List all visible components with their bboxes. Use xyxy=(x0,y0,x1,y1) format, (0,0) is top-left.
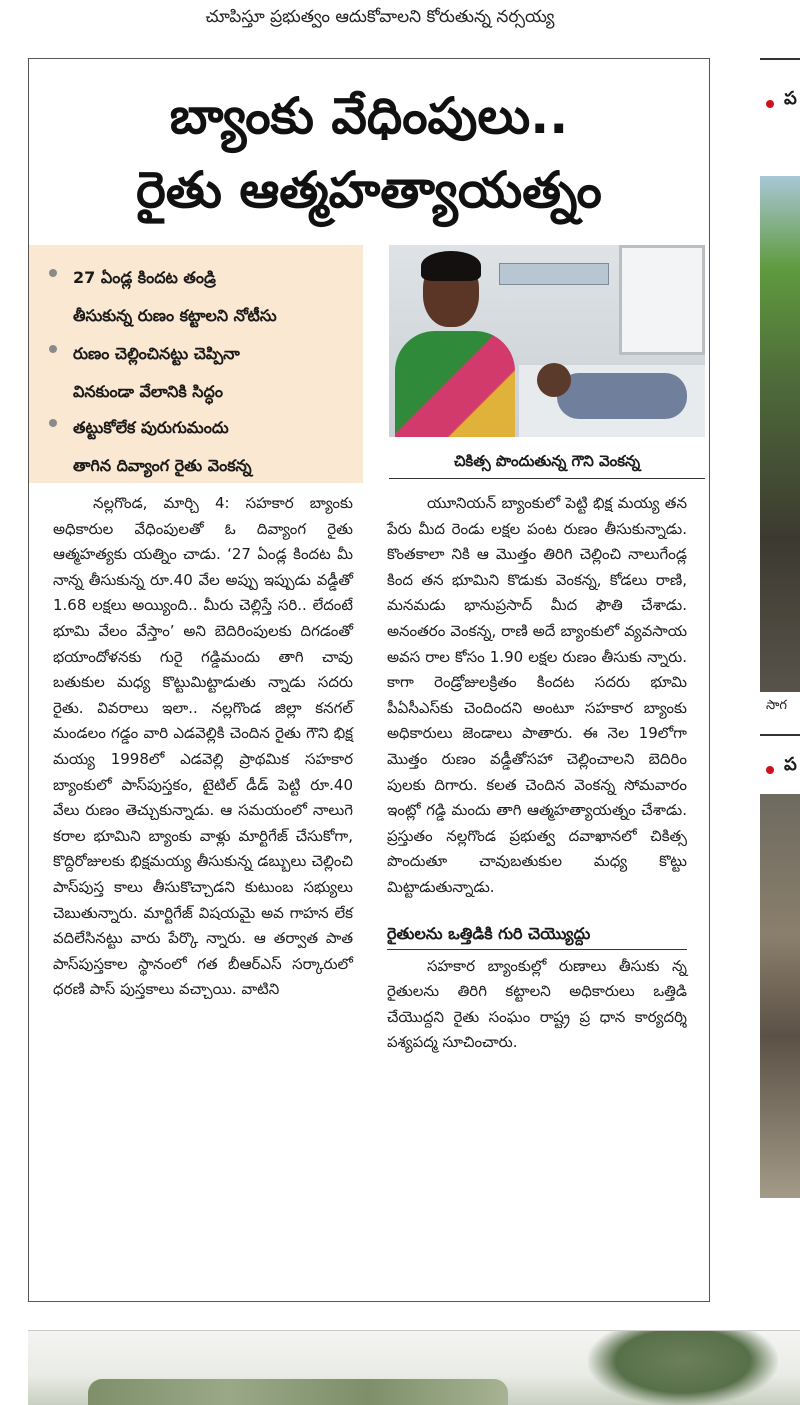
body-paragraph: నల్లగొండ, మార్చి 4: సహకార బ్యాంకు అధికారుల వేధింపులతో ఓ దివ్యాంగ రైతు ఆత్మహత్యకు యత్నిం చాడు. ‘27 ఏండ్ల కిందట మీ నాన్న తీసుకున్న రూ.40 వేల అప్పు ఇప్పుడు వడ్డీతో 1.68 లక్షలు అయ్యింది.. మీరు చెల్లిస్తే సరి.. లేదంటే భూమి వేలం వేస్తాం’ అని బెదిరింపులకు దిగడంతో భయాందోళనకు గురై గడ్డిమందు తాగి చావు బతుకుల మధ్య కొట్టుమిట్టాడుతు న్నాడు సదరు రైతు. వివరాలు ఇలా.. నల్లగొండ జిల్లా కనగల్ మండలం గడ్డం వారి ఎడవెల్లికి చెందిన రైతు గౌని భిక్ష మయ్య 1998లో ఎడవెల్లి ప్రాథమిక సహకార బ్యాంకులో పాస్‌పుస్తకం, టైటిల్ డీడ్ పెట్టి రూ.40 వేలు రుణం తెచ్చుకున్నాడు. ఆ సమయంలో నాలుగె కరాల భూమిని బ్యాంకు వాళ్లు మార్టిగేజ్ చేసుకోగా, కొద్దిరోజులకు భిక్షమయ్య తీసుకున్న డబ్బులు చెల్లించి పాస్‌పుస్త కాలు తీసుకొచ్చాడని కుటుంబ సభ్యులు చెబుతున్నారు. మార్టిగేజ్ విషయమై అవ గాహన లేక వదిలేసినట్టు వారు పేర్కొ న్నారు. ఆ తర్వాత పాత పాస్‌పుస్తకాల స్థానంలో గత బీఆర్‌ఎస్ సర్కారులో ధరణి పాస్ పుస్తకాలు వచ్చాయి. వాటిని xyxy=(53,494,353,999)
highlight-text: 27 ఏండ్ల కిందట తండ్రి తీసుకున్న రుణం కట్టాలని నోటీసు xyxy=(73,268,277,325)
adjacent-photo xyxy=(760,794,800,1198)
adjacent-headline-fragment: ప xyxy=(784,754,797,775)
hospital-photo xyxy=(389,245,705,437)
highlight-item xyxy=(49,259,359,335)
bullet-icon xyxy=(49,345,57,353)
adjacent-photo xyxy=(760,176,800,692)
headline-line-2: రైతు ఆత్మహత్యాయత్నం xyxy=(136,161,602,219)
adjacent-headline-fragment: ప xyxy=(784,88,797,109)
bullet-icon xyxy=(766,100,774,108)
highlight-text: తట్టుకోలేక పురుగుమందు తాగిన దివ్యాంగ రైతు వెంకన్న xyxy=(73,418,252,475)
headline-line-1: బ్యాంకు వేధింపులు.. xyxy=(169,87,569,145)
bullet-icon xyxy=(49,419,57,427)
previous-article-caption: చూపిస్తూ ప్రభుత్వం ఆదుకోవాలని కోరుతున్న నర్సయ్య xyxy=(205,7,555,27)
article-body-left-column xyxy=(53,491,353,1003)
article-headline xyxy=(29,79,709,227)
news-article xyxy=(28,58,710,1302)
adjacent-article-strip xyxy=(760,58,800,1198)
body-paragraph: సహకార బ్యాంకుల్లో రుణాలు తీసుకు న్న రైతులను తిరిగి కట్టాలని అధికారులు ఒత్తిడి చేయొద్దని రైతు సంఘం రాష్ట్ర ప్ర ధాన కార్యదర్శి పశ్యపద్మ సూచించారు. xyxy=(387,956,687,1052)
bullet-icon xyxy=(766,766,774,774)
bottom-landscape-photo xyxy=(28,1330,800,1405)
highlight-text: రుణం చెల్లించినట్టు చెప్పినా వినకుండా వేలానికి సిద్ధం xyxy=(73,344,240,401)
body-paragraph: యూనియన్ బ్యాంకులో పెట్టి భిక్ష మయ్య తన పేరు మీద రెండు లక్షల పంట రుణం తీసుకున్నాడు. కొంతకాలా నికి ఆ మొత్తం తిరిగి చెల్లించి నాలుగేండ్ల కింద తన భూమిని కొడుకు వెంకన్న, కోడలు రాణి, మనమడు భానుప్రసాద్ మీద ఫౌతి చేశాడు. అనంతరం వెంకన్న, రాణి అదే బ్యాంకులో వ్యవసాయ అవస రాల కోసం 1.90 లక్షల రుణం తీసుకు న్నారు. కాగా రెండ్రోజులక్రితం కిందట సదరు భూమి పీఏసీఎస్‌కు చెందిందని అంటూ సహకార బ్యాంకు అధికారులు జెండాలు పాతారు. ఈ నెల 19లోగా మొత్తం రుణం వడ్డీతోసహా చెల్లించాలని బెదిరిం పులకు దిగారు. కలత చెందిన వెంకన్న సోమవారం ఇంట్లో గడ్డి మందు తాగి ఆత్మహత్యాయత్నం చేశాడు. ప్రస్తుతం నల్లగొండ ప్రభుత్వ దవాఖానలో చికిత్స పొందుతూ చావుబతుకుల మధ్య కొట్టు మిట్టాడుతున్నాడు. xyxy=(387,494,687,896)
highlight-item xyxy=(49,335,359,411)
bullet-icon xyxy=(49,269,57,277)
subheading: రైతులను ఒత్తిడికి గురి చెయ్యొద్దు xyxy=(387,919,687,950)
highlights-box xyxy=(29,245,363,483)
adjacent-caption-fragment: సాగ xyxy=(766,698,787,713)
article-body-right-column xyxy=(387,491,687,1056)
photo-caption: చికిత్స పొందుతున్న గౌని వెంకన్న xyxy=(389,443,705,479)
highlight-item xyxy=(49,409,359,485)
